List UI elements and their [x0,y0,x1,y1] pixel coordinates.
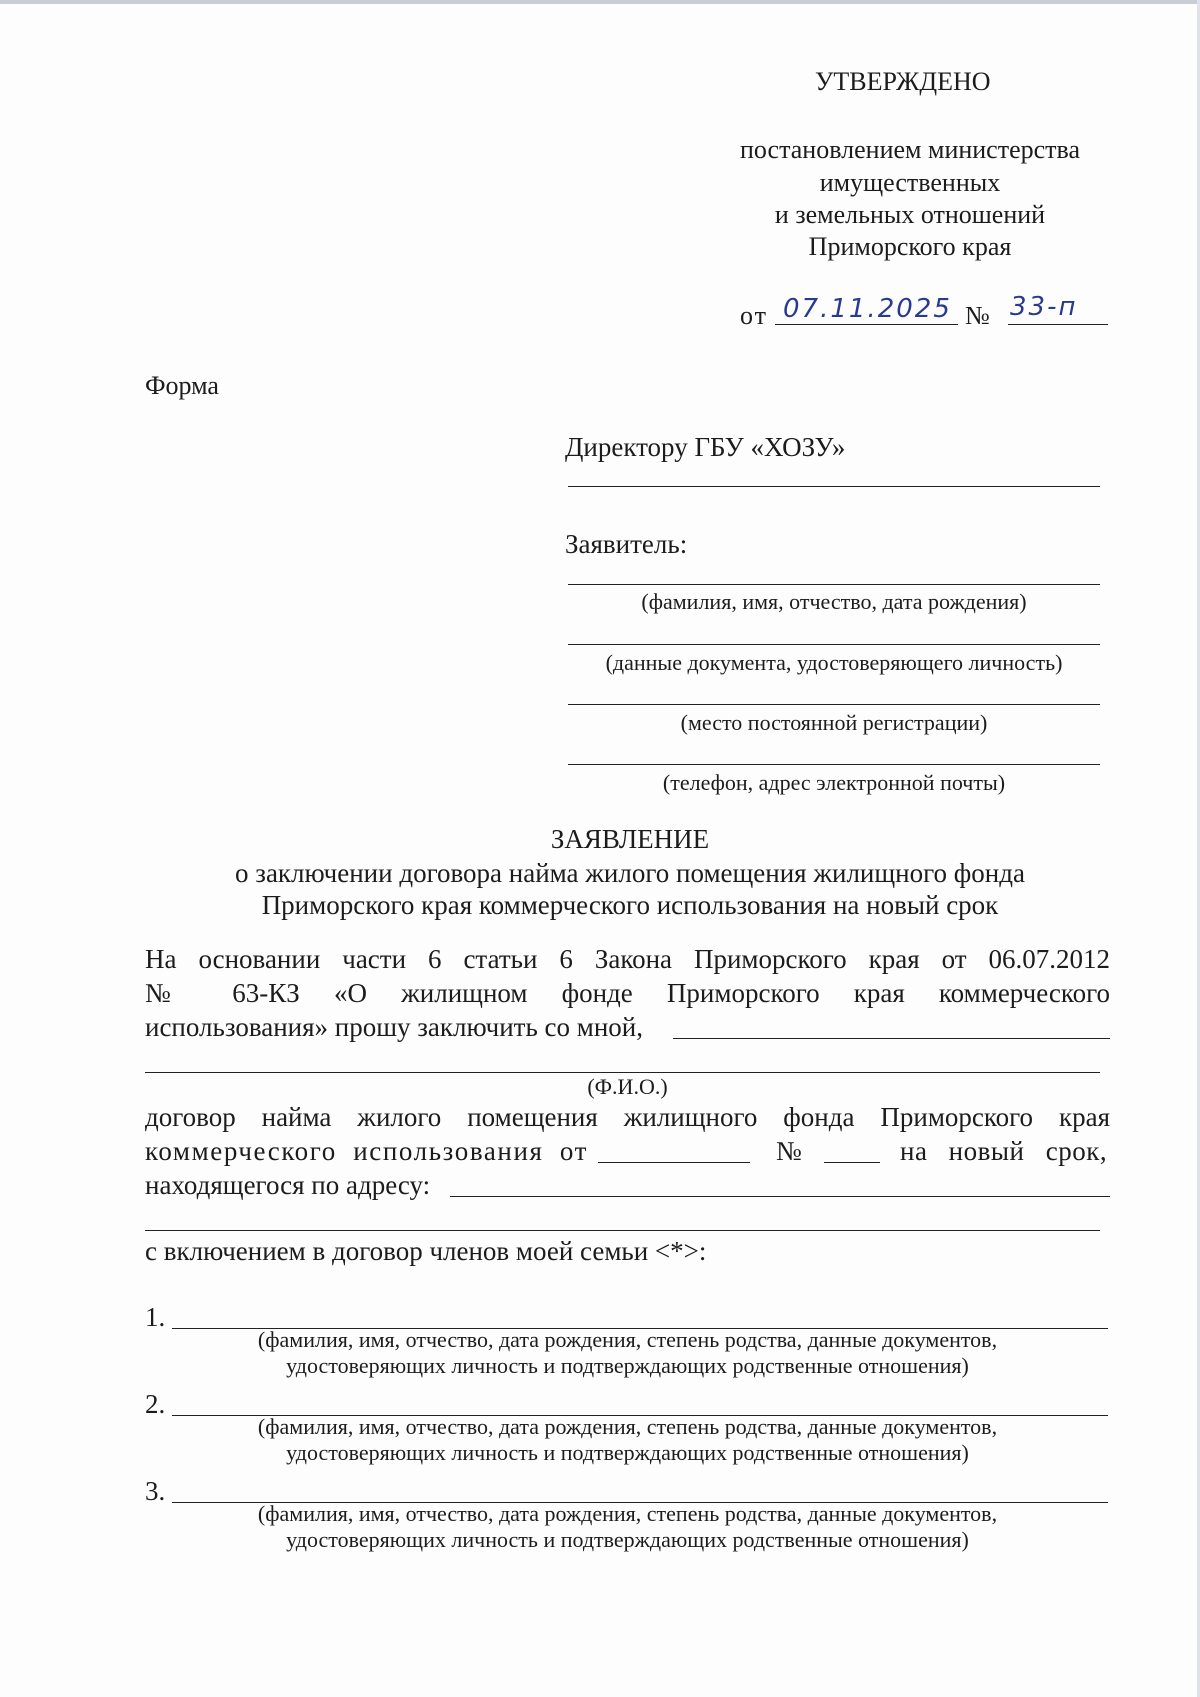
document-subtitle-2: Приморского края коммерческого использования на новый срок [261,890,999,920]
number-prefix: № [965,301,990,330]
date-handwritten: 07.11.2025 [783,294,952,324]
addressee-line [568,486,1100,487]
applicant-reg-hint: (место постоянной регистрации) [680,710,988,735]
family-item-2-hint-2: удостоверяющих личность и подтверждающих родственные отношения) [286,1440,969,1465]
date-underline [775,324,958,325]
body-p2-line1: договор найма жилого помещения жилищного фонда Приморского края [145,1102,1110,1132]
family-item-3-number: 3. [145,1476,166,1506]
family-item-3-hint-2: удостоверяющих личность и подтверждающих родственные отношения) [286,1527,969,1552]
fio-hint: (Ф.И.О.) [587,1074,668,1099]
applicant-contact-hint: (телефон, адрес электронной почты) [662,770,1006,795]
contract-number-line [824,1162,880,1163]
approval-line-4: Приморского края [808,232,1012,261]
family-item-1-hint-2: удостоверяющих личность и подтверждающих родственные отношения) [286,1353,969,1378]
applicant-name-hint: (фамилия, имя, отчество, дата рождения) [641,589,1027,614]
family-item-2-number: 2. [145,1389,166,1419]
body-p1-line1: На основании части 6 статьи 6 Закона Приморского края от 06.07.2012 [145,944,1110,974]
scan-edge [0,0,1200,4]
fio-line-a [673,1038,1110,1039]
document-subtitle-1: о заключении договора найма жилого помещения жилищного фонда [235,858,1025,888]
body-p2-line2-c: на новый срок, [900,1136,1108,1166]
family-intro: с включением в договор членов моей семьи <*>: [145,1236,707,1266]
approval-line-3: и земельных отношений [774,200,1046,229]
family-item-2-hint-1: (фамилия, имя, отчество, дата рождения, степень родства, данные документов, [257,1414,998,1439]
applicant-label: Заявитель: [565,529,688,559]
applicant-doc-hint: (данные документа, удостоверяющего личность) [605,650,1063,675]
address-line-a [450,1196,1110,1197]
approval-line-2: имущественных [819,168,1001,197]
approval-line-1: постановлением министерства [739,135,1081,164]
applicant-contact-line [568,764,1100,765]
applicant-name-line [568,584,1100,585]
applicant-doc-line [568,644,1100,645]
body-p2-line3: находящегося по адресу: [145,1170,431,1200]
approval-title: УТВЕРЖДЕНО [815,67,991,96]
family-item-1-hint-1: (фамилия, имя, отчество, дата рождения, степень родства, данные документов, [257,1327,998,1352]
number-handwritten: 33-п [1010,292,1078,322]
body-p2-line2-b: № [776,1136,802,1166]
body-p1-line2: № 63-КЗ «О жилищном фонде Приморского края коммерческого [145,978,1110,1008]
addressee-to: Директору ГБУ «ХОЗУ» [565,432,846,462]
applicant-reg-line [568,704,1100,705]
body-p1-line3: использования» прошу заключить со мной, [145,1012,643,1042]
family-item-1-number: 1. [145,1302,166,1332]
address-line-b [145,1230,1100,1231]
form-label: Форма [145,371,219,400]
body-p2-line2-a: коммерческого использования от [145,1136,589,1166]
date-prefix: от [740,301,769,330]
contract-date-line [598,1162,750,1163]
document-title: ЗАЯВЛЕНИЕ [550,824,710,854]
family-item-3-hint-1: (фамилия, имя, отчество, дата рождения, степень родства, данные документов, [257,1501,998,1526]
number-underline [1008,324,1108,325]
